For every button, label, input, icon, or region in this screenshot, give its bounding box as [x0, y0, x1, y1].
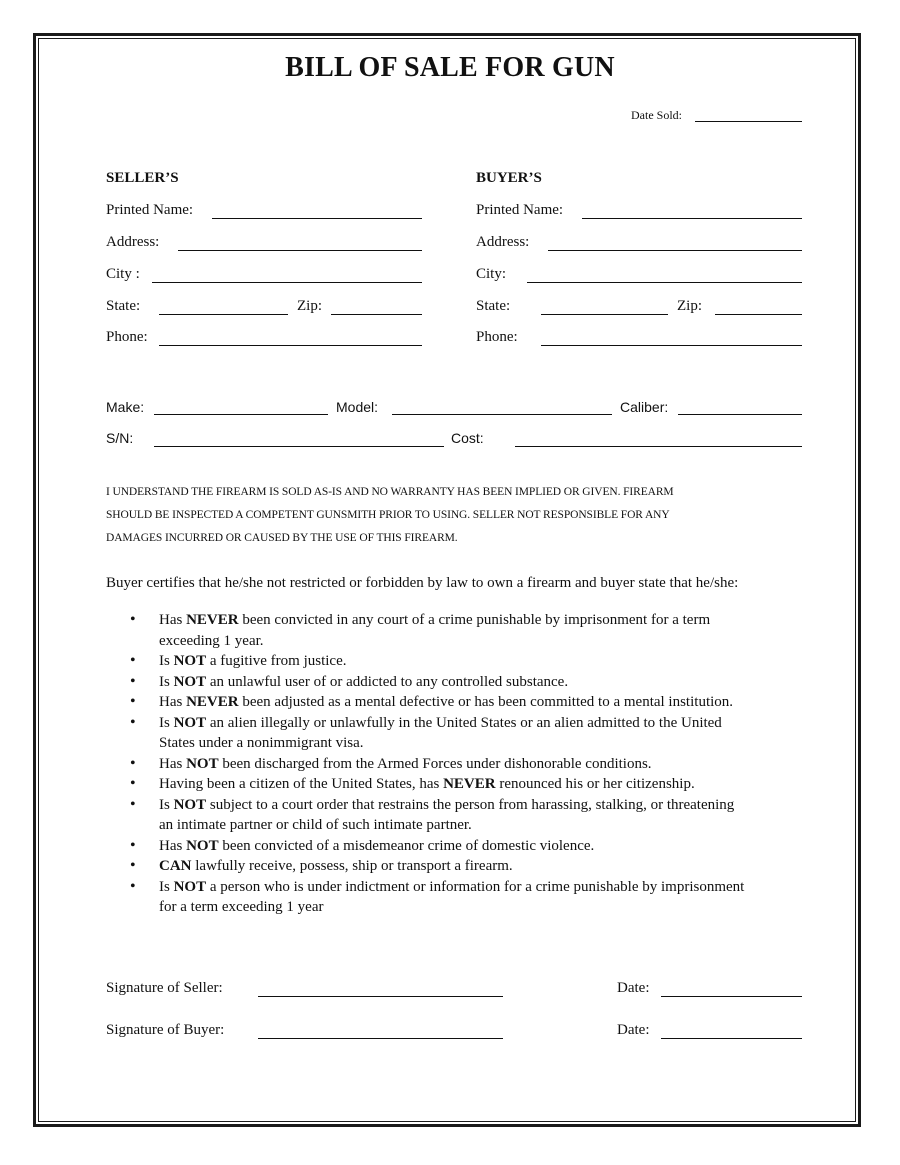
seller-heading: SELLER’S — [106, 170, 179, 186]
buyer-address-label: Address: — [476, 234, 530, 250]
requirement-item: • Is NOT an alien illegally or unlawfully in the United States or an alien admitted to the United States under a nonimmigrant visa. — [106, 713, 806, 754]
serial-number-label: S/N: — [106, 430, 134, 446]
document-title: BILL OF SALE FOR GUN — [285, 52, 615, 83]
seller-date-label: Date: — [617, 980, 650, 996]
cost-field[interactable] — [515, 446, 802, 447]
buyer-state-field[interactable] — [541, 314, 668, 315]
seller-state-field[interactable] — [159, 314, 288, 315]
buyer-state-label: State: — [476, 298, 511, 314]
as-is-disclaimer — [106, 481, 806, 550]
seller-zip-label: Zip: — [297, 298, 322, 314]
seller-date-field[interactable] — [661, 996, 802, 997]
date-sold-field[interactable] — [695, 121, 802, 122]
buyer-printed-name-label: Printed Name: — [476, 202, 564, 218]
requirement-item: • Is NOT an unlawful user of or addicted to any controlled substance. — [106, 672, 806, 693]
requirement-item: • Is NOT a fugitive from justice. — [106, 651, 806, 672]
date-sold-label: Date Sold: — [631, 108, 682, 122]
model-label: Model: — [336, 399, 379, 415]
buyer-signature-label: Signature of Buyer: — [106, 1022, 225, 1038]
buyer-phone-field[interactable] — [541, 345, 802, 346]
seller-address-field[interactable] — [178, 250, 422, 251]
requirement-item: • Is NOT a person who is under indictment or information for a crime punishable by imprisonment for a term exceeding 1 year — [106, 877, 806, 918]
buyer-certification-text: Buyer certifies that he/she not restricted or forbidden by law to own a firearm and buyer state that he/she: — [106, 575, 739, 591]
seller-signature-field[interactable] — [258, 996, 503, 997]
requirement-item: • Has NEVER been adjusted as a mental defective or has been committed to a mental institution. — [106, 692, 806, 713]
seller-phone-field[interactable] — [159, 345, 422, 346]
buyer-phone-label: Phone: — [476, 329, 518, 345]
seller-city-label: City : — [106, 266, 140, 282]
buyer-zip-label: Zip: — [677, 298, 702, 314]
requirement-item: • Having been a citizen of the United States, has NEVER renounced his or her citizenship. — [106, 774, 806, 795]
caliber-field[interactable] — [678, 414, 802, 415]
buyer-requirements-list — [106, 610, 806, 918]
buyer-date-field[interactable] — [661, 1038, 802, 1039]
requirement-item: • Has NOT been convicted of a misdemeanor crime of domestic violence. — [106, 836, 806, 857]
seller-city-field[interactable] — [152, 282, 422, 283]
caliber-label: Caliber: — [620, 399, 669, 415]
seller-printed-name-field[interactable] — [212, 218, 422, 219]
buyer-city-label: City: — [476, 266, 507, 282]
buyer-signature-field[interactable] — [258, 1038, 503, 1039]
buyer-address-field[interactable] — [548, 250, 802, 251]
disclaimer-line: SHOULD BE INSPECTED A COMPETENT GUNSMITH PRIOR TO USING. SELLER NOT RESPONSIBLE FOR ANY — [106, 509, 670, 521]
requirement-item: • Has NEVER been convicted in any court of a crime punishable by imprisonment for a term exceeding 1 year. — [106, 610, 806, 651]
requirement-item: • CAN lawfully receive, possess, ship or transport a firearm. — [106, 856, 806, 877]
buyer-city-field[interactable] — [527, 282, 802, 283]
seller-state-label: State: — [106, 298, 141, 314]
requirement-item: • Is NOT subject to a court order that restrains the person from harassing, stalking, or threatening an intimate partner or child of such intimate partner. — [106, 795, 806, 836]
buyer-date-label: Date: — [617, 1022, 650, 1038]
make-label: Make: — [106, 399, 145, 415]
seller-zip-field[interactable] — [331, 314, 422, 315]
requirement-item: • Has NOT been discharged from the Armed Forces under dishonorable conditions. — [106, 754, 806, 775]
seller-printed-name-label: Printed Name: — [106, 202, 194, 218]
make-field[interactable] — [154, 414, 328, 415]
buyer-heading: BUYER’S — [476, 170, 542, 186]
cost-label: Cost: — [451, 430, 484, 446]
seller-address-label: Address: — [106, 234, 160, 250]
buyer-printed-name-field[interactable] — [582, 218, 802, 219]
disclaimer-line: DAMAGES INCURRED OR CAUSED BY THE USE OF THIS FIREARM. — [106, 532, 458, 544]
seller-phone-label: Phone: — [106, 329, 148, 345]
seller-signature-label: Signature of Seller: — [106, 980, 223, 996]
disclaimer-line: I UNDERSTAND THE FIREARM IS SOLD AS-IS AND NO WARRANTY HAS BEEN IMPLIED OR GIVEN. FIREARM — [106, 486, 674, 498]
serial-number-field[interactable] — [154, 446, 444, 447]
model-field[interactable] — [392, 414, 612, 415]
buyer-zip-field[interactable] — [715, 314, 802, 315]
